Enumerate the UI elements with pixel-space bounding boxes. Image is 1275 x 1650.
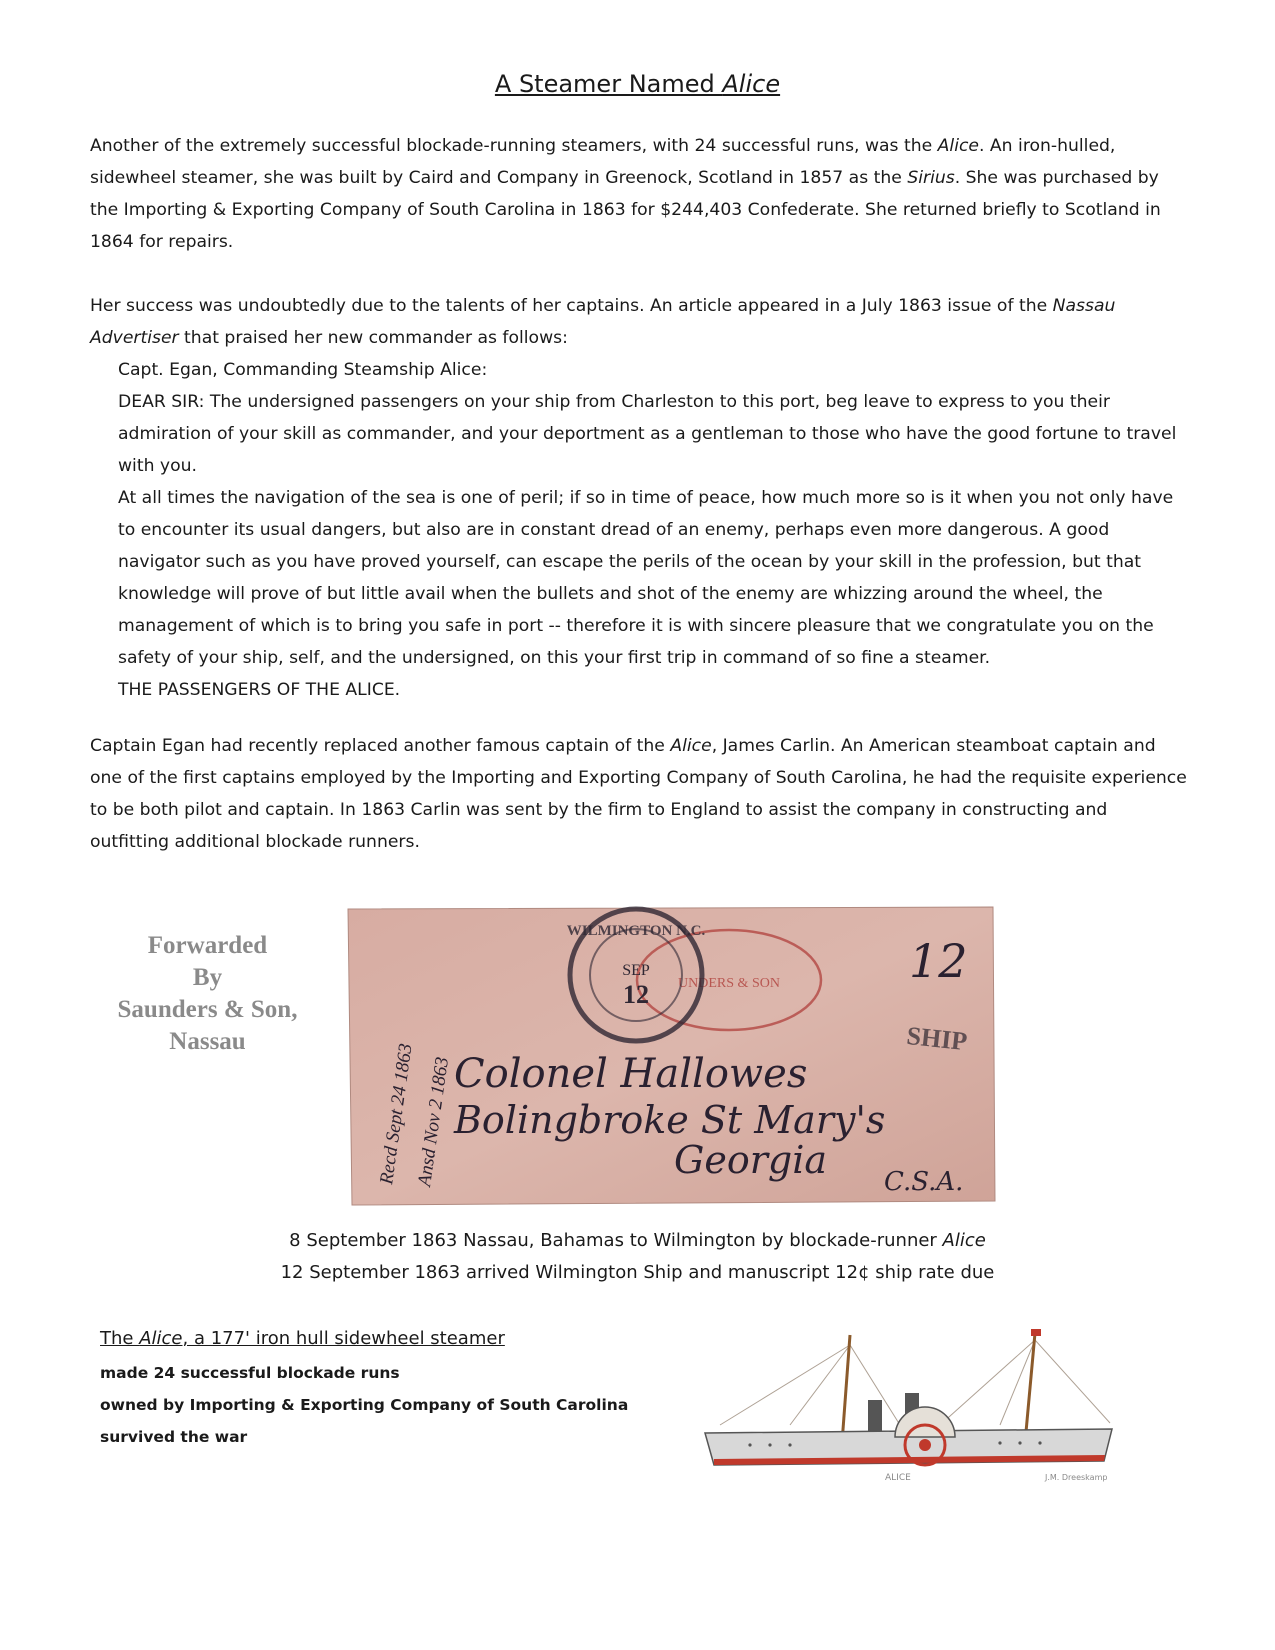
steamer-drawing bbox=[700, 1325, 1120, 1490]
svg-text:Bolingbroke St Mary's: Bolingbroke St Mary's bbox=[454, 1098, 886, 1142]
forwarder-label: Forwarded By Saunders & Son, Nassau bbox=[117, 932, 298, 1055]
svg-text:SEP: SEP bbox=[622, 962, 650, 979]
ship-info-line: owned by Importing & Exporting Company of South Carolina bbox=[100, 1396, 629, 1414]
ship-info-line: survived the war bbox=[100, 1428, 248, 1446]
quote-signature: THE PASSENGERS OF THE ALICE. bbox=[118, 680, 401, 700]
carlin-paragraph: Captain Egan had recently replaced another famous captain of the Alice, James Carlin. An American steamboat captain and one of the first captains employed by the Importing and Exporting Company of South Carolina, he had the requisite experience to be both pilot and captain. In 1863 Carlin was sent by the firm to England to assist the company in constructing and outfitting additional blockade runners. bbox=[90, 736, 1187, 852]
svg-text:Georgia: Georgia bbox=[674, 1138, 828, 1182]
quote-body-2: At all times the navigation of the sea is one of peril; if so in time of peace, how much more so is it when you not only have to encounter its usual dangers, but also are in constant dread of an enemy, perhaps even more dangerous. A good navigator such as you have proved yourself, can escape the perils of the ocean by your skill in the profession, but that knowledge will prove of but little avail when the bullets and shot of the enemy are whizzing around the wheel, the management of which is to bring you safe in port -- therefore it is with sincere pleasure that we congratulate you on the safety of your ship, self, and the undersigned, on this your first trip in command of so fine a steamer. bbox=[118, 488, 1174, 668]
quote-salutation: Capt. Egan, Commanding Steamship Alice: bbox=[118, 360, 488, 380]
svg-text:UNDERS & SON: UNDERS & SON bbox=[678, 976, 780, 991]
ship-info-box bbox=[100, 1328, 700, 1453]
svg-text:WILMINGTON N.C.: WILMINGTON N.C. bbox=[566, 923, 706, 939]
manuscript-rate bbox=[909, 934, 968, 988]
newspaper-quote bbox=[118, 354, 1193, 706]
cover-caption-line1: 8 September 1863 Nassau, Bahamas to Wilmington by blockade-runner Alice bbox=[289, 1230, 986, 1251]
drawing-artist-label: J.M. Dreeskamp bbox=[1045, 1473, 1108, 1482]
quote-body-1: DEAR SIR: The undersigned passengers on your ship from Charleston to this port, beg leave to express to you their admiration of your skill as commander, and your deportment as a gentleman to those who have the good fortune to travel with you. bbox=[118, 392, 1177, 476]
captains-paragraph: Her success was undoubtedly due to the talents of her captains. An article appeared in a July 1863 issue of the Nassau Advertiser that praised her new commander as follows: bbox=[90, 296, 1116, 348]
svg-text:12: 12 bbox=[623, 980, 649, 1009]
ship-handstamp: SHIP bbox=[905, 1020, 969, 1057]
svg-text:Colonel Hallowes: Colonel Hallowes bbox=[454, 1051, 808, 1097]
ship-info-heading: The Alice, a 177' iron hull sidewheel steamer bbox=[100, 1328, 505, 1349]
svg-text:Recd Sept 24 1863: Recd Sept 24 1863 bbox=[376, 1042, 417, 1186]
page-title: A Steamer Named Alice bbox=[494, 70, 781, 98]
envelope-cover-image bbox=[344, 905, 997, 1207]
cover-caption-line2: 12 September 1863 arrived Wilmington Ship and manuscript 12¢ ship rate due bbox=[280, 1262, 995, 1283]
svg-text:12: 12 bbox=[909, 934, 968, 988]
ship-info-line: made 24 successful blockade runs bbox=[100, 1364, 400, 1382]
svg-text:C.S.A.: C.S.A. bbox=[884, 1167, 964, 1197]
svg-text:Ansd Nov 2 1863: Ansd Nov 2 1863 bbox=[414, 1055, 454, 1188]
intro-paragraph: Another of the extremely successful blockade-running steamers, with 24 successful runs, was the Alice. An iron-hulled, sidewheel steamer, she was built by Caird and Company in Greenock, Scotland in 1857 as the Sirius. She was purchased by the Importing & Exporting Company of South Carolina in 1863 for $244,403 Confederate. She returned briefly to Scotland in 1864 for repairs. bbox=[90, 136, 1161, 252]
drawing-name-label: ALICE bbox=[885, 1473, 911, 1483]
